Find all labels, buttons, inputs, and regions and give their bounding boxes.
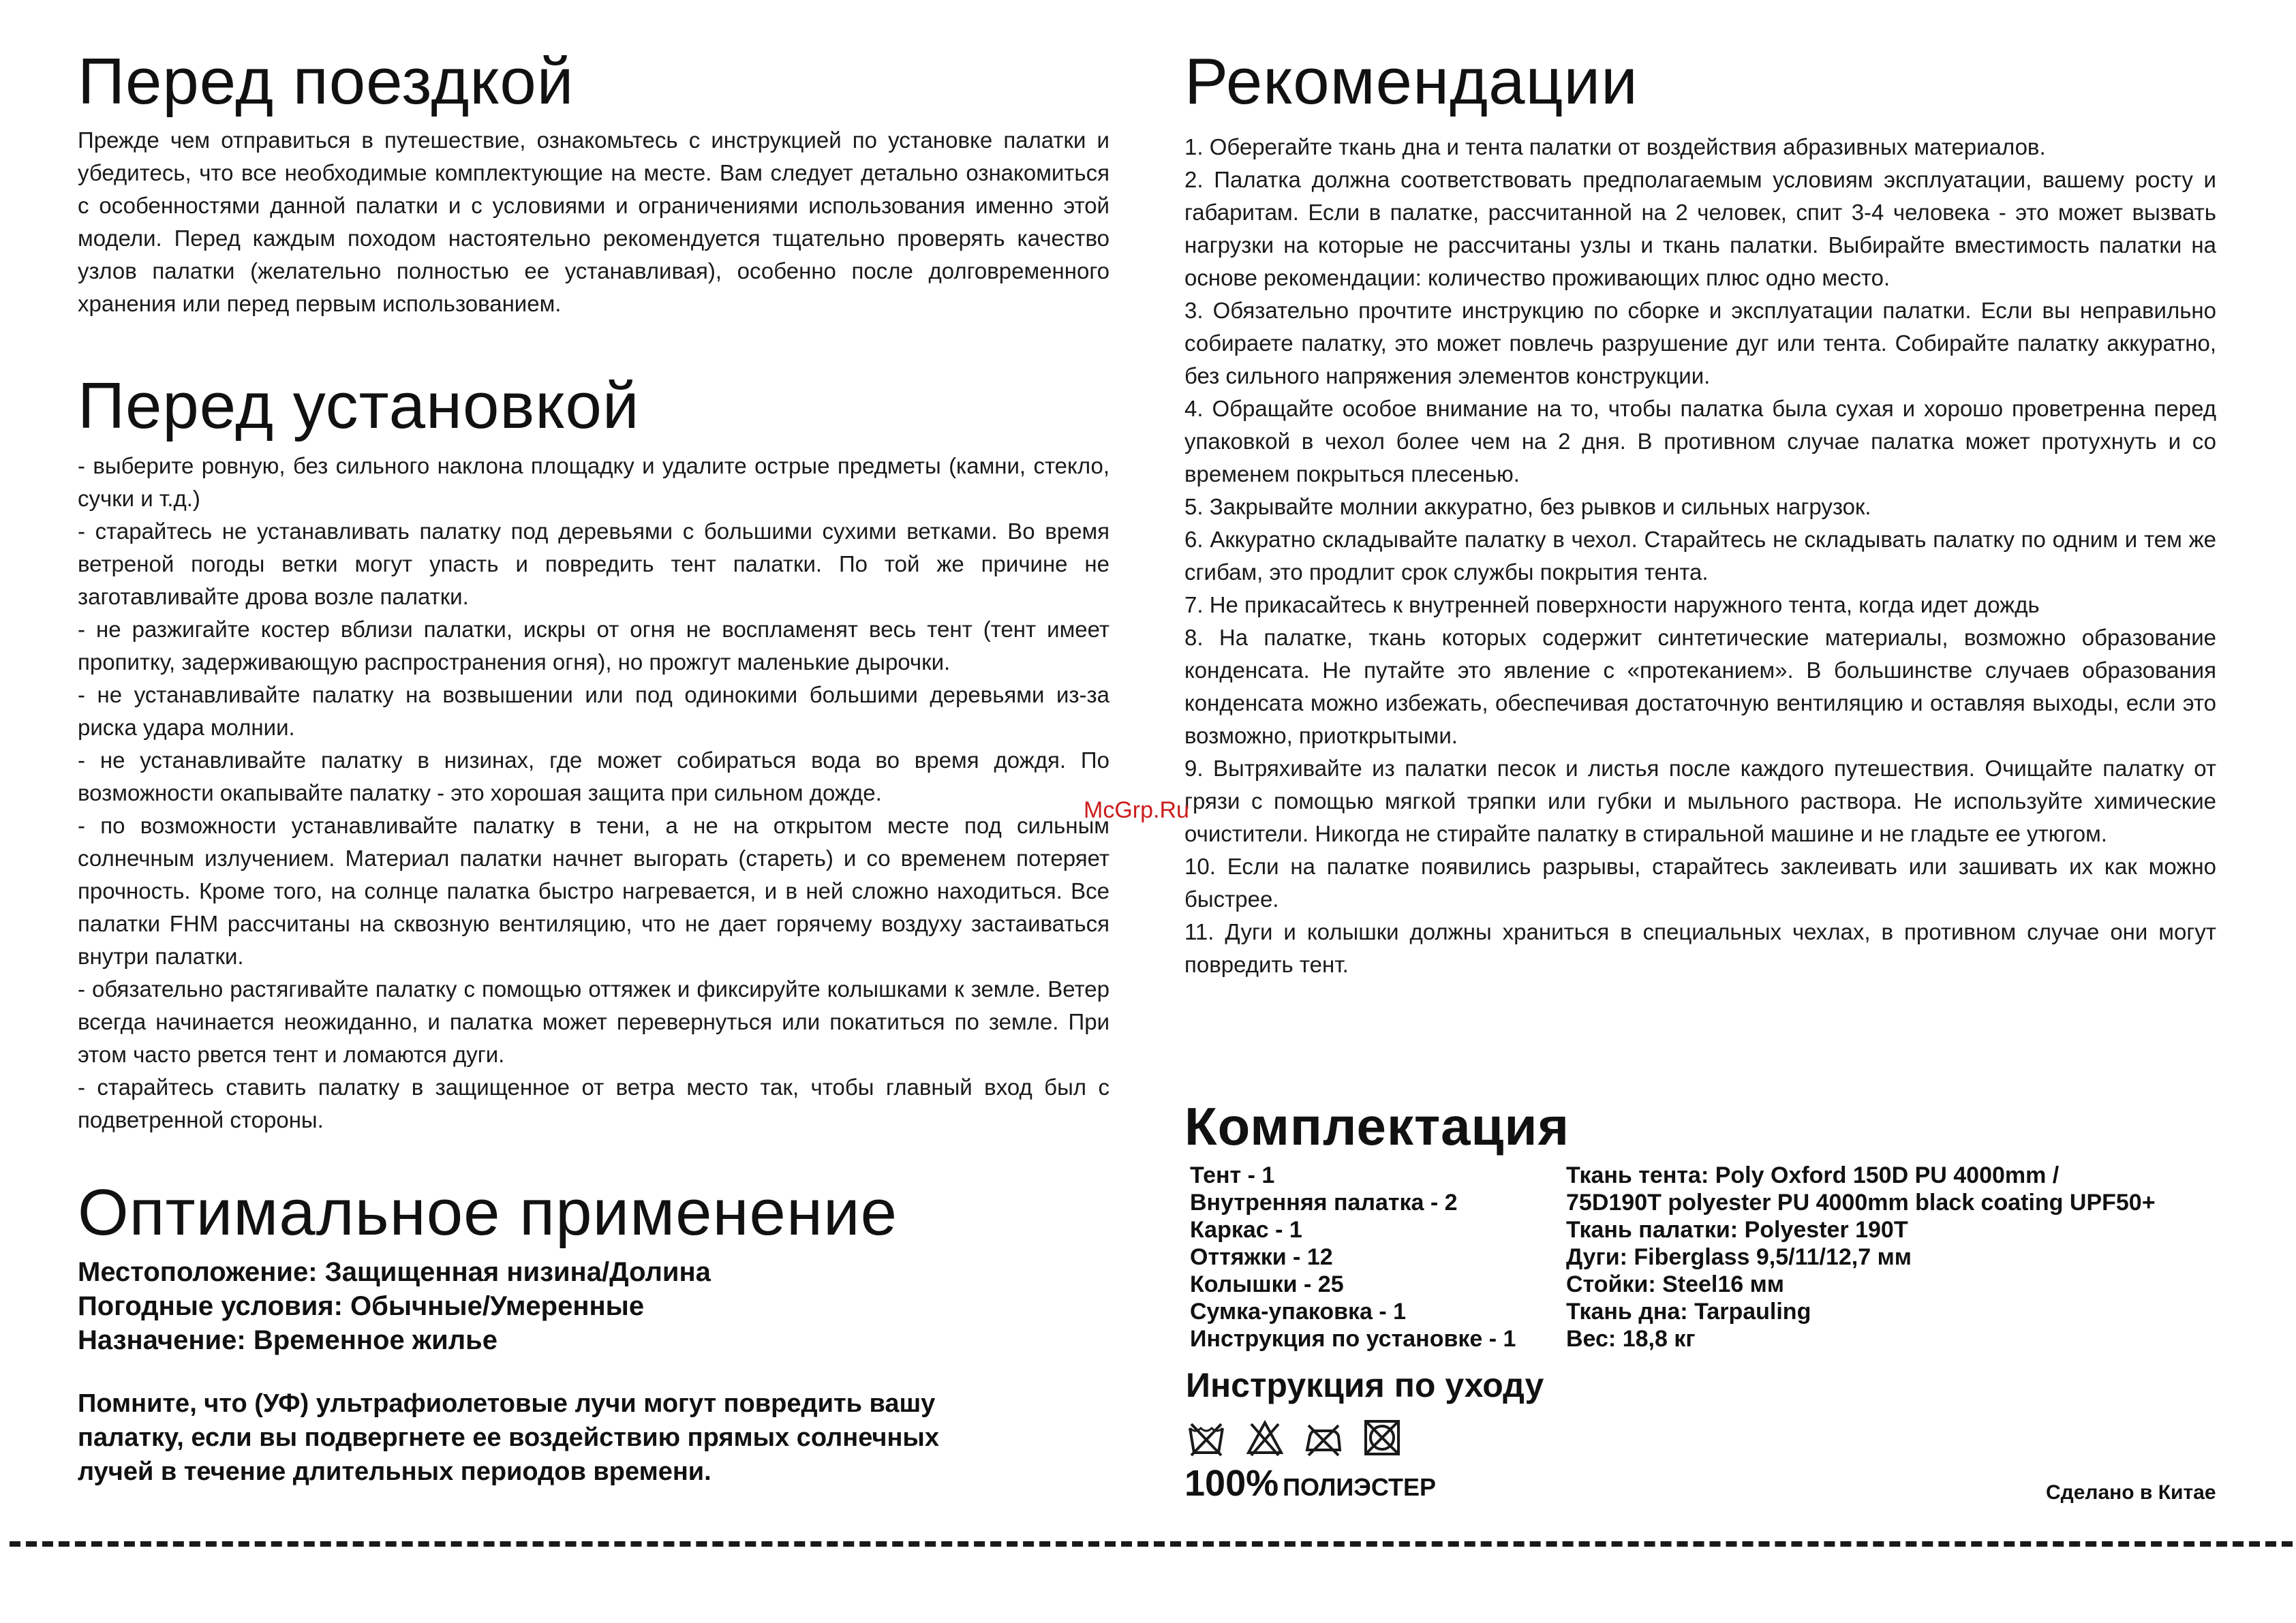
watermark: McGrp.Ru <box>1084 797 1189 823</box>
kit-item: Внутренняя палатка - 2 <box>1190 1190 1458 1216</box>
optimal-use-lines <box>78 1255 711 1357</box>
recommendation-item: 9. Вытряхивайте из палатки песок и листья после каждого путешествия. Очищайте палатку от грязи с помощью мягкой тряпки или губки и мыльного раствора. Не используйте химические очистители. Никогда не стирайте палатку в стиральной машине и не гладьте ее утюгом. <box>1184 756 2216 846</box>
weather-line: Погодные условия: Обычные/Умеренные <box>78 1291 645 1321</box>
recommendation-item: 6. Аккуратно складывайте палатку в чехол. Старайтесь не складывать палатку по одним и тем же сгибам, это продлит срок службы покрытия тента. <box>1184 527 2216 585</box>
recommendation-item: 4. Обращайте особое внимание на то, чтобы палатка была сухая и хорошо проветренна перед упаковкой в чехол более чем на 2 дня. В противном случае палатка может протухнуть и со временем покрыться плесенью. <box>1184 396 2216 486</box>
care-heading: Инструкция по уходу <box>1186 1366 1544 1404</box>
spec-item: Вес: 18,8 кг <box>1566 1326 1696 1352</box>
setup-item: - не разжигайте костер вблизи палатки, искры от огня не воспламенят весь тент (тент имеет пропитку, задерживающую распространения огня), но прожгут маленькие дырочки. <box>78 617 1109 675</box>
recommendations-heading: Рекомендации <box>1184 45 1638 118</box>
spec-item: Ткань палатки: Polyester 190T <box>1566 1217 1908 1243</box>
material-label <box>1184 1462 1436 1504</box>
kit-heading: Комплектация <box>1184 1096 1570 1156</box>
cut-line <box>10 1541 2293 1547</box>
spec-item: Ткань тента: Poly Oxford 150D PU 4000mm / <box>1566 1162 2060 1188</box>
optimal-use-heading: Оптимальное применение <box>78 1176 898 1249</box>
recommendation-item: 2. Палатка должна соответствовать предполагаемым условиям эксплуатации, вашему росту и габаритам. Если в палатке, рассчитанной на 2 человек, спит 3-4 человека - это может вызвать нагрузки на которые не рассчитаны узлы и ткань палатки. Выбирайте вместимость палатки на основе рекомендации: количество проживающих плюс одно место. <box>1184 167 2216 290</box>
kit-item: Оттяжки - 12 <box>1190 1244 1333 1270</box>
kit-item: Колышки - 25 <box>1190 1271 1344 1297</box>
do-not-bleach-icon <box>1246 1419 1284 1457</box>
spec-item: Дуги: Fiberglass 9,5/11/12,7 мм <box>1566 1244 1912 1270</box>
spec-item: 75D190T polyester PU 4000mm black coating UPF50+ <box>1566 1190 2156 1216</box>
kit-specs <box>1566 1162 2156 1352</box>
before-trip-paragraph: Прежде чем отправиться в путешествие, ознакомьтесь с инструкцией по установке палатки и убедитесь, что все необходимые комплектующие на месте. Вам следует детально ознакомиться с особенностями данной палатки и с условиями и ограничениями использования именно этой модели. Перед каждым походом настоятельно рекомендуется тщательно проверять качество узлов палатки (желательно полностью ее устанавливая), особенно после долговременного хранения или перед первым использованием. <box>78 127 1109 316</box>
kit-item: Тент - 1 <box>1190 1162 1275 1188</box>
kit-contents <box>1190 1162 1516 1352</box>
recommendation-item: 3. Обязательно прочтите инструкцию по сборке и эксплуатации палатки. Если вы неправильно собираете палатку, это может повлечь разрушение дуг или тента. Собирайте палатку аккуратно, без сильного напряжения элементов конструкции. <box>1184 298 2216 388</box>
kit-item: Инструкция по установке - 1 <box>1190 1326 1516 1352</box>
setup-item: - старайтесь не устанавливать палатку под деревьями с большими сухими ветками. Во время ветреной погоды ветки могут упасть и повредить тент палатки. По той же причине не заготавливайте дрова возле палатки. <box>78 519 1109 609</box>
recommendation-item: 1. Оберегайте ткань дна и тента палатки от воздействия абразивных материалов. <box>1184 134 2046 159</box>
setup-item: - не устанавливайте палатку на возвышении или под одинокими большими деревьями из-за риска удара молнии. <box>78 682 1109 740</box>
spec-item: Ткань дна: Tarpauling <box>1566 1299 1811 1325</box>
before-setup-list <box>78 450 1109 1137</box>
before-trip-text <box>78 124 1109 320</box>
setup-item: - старайтесь ставить палатку в защищенное от ветра место так, чтобы главный вход был с подветренной стороны. <box>78 1075 1109 1132</box>
do-not-wash-icon <box>1187 1419 1225 1457</box>
before-trip-heading: Перед поездкой <box>78 45 575 118</box>
recommendation-item: 5. Закрывайте молнии аккуратно, без рывков и сильных нагрузок. <box>1184 494 1871 519</box>
kit-item: Сумка-упаковка - 1 <box>1190 1299 1407 1325</box>
before-setup-heading: Перед установкой <box>78 369 640 442</box>
purpose-line: Назначение: Временное жилье <box>78 1325 498 1355</box>
recommendation-item: 8. На палатке, ткань которых содержит синтетические материалы, возможно образование конденсата. Не путайте это явление с «протеканием». В большинстве случаев образования конденсата можно избежать, обеспечивая достаточную вентиляцию и оставляя выходы, если это возможно, приоткрытыми. <box>1184 625 2216 748</box>
recommendation-item: 11. Дуги и колышки должны храниться в специальных чехлах, в противном случае они могут повредить тент. <box>1184 919 2216 977</box>
recommendation-item: 10. Если на палатке появились разрывы, старайтесь заклеивать или зашивать их как можно быстрее. <box>1184 854 2216 912</box>
material-percent: 100% <box>1184 1463 1279 1504</box>
location-line: Местоположение: Защищенная низина/Долина <box>78 1257 711 1287</box>
setup-item: - по возможности устанавливайте палатку в тени, а не на открытом месте под сильным солнечным излучением. Материал палатки начнет выгорать (стареть) и со временем потеряет прочность. Кроме того, на солнце палатка быстро нагревается, и в ней сложно находиться. Все палатки FHM рассчитаны на сквозную вентиляцию, что не дает горячему воздуху застаиваться внутри палатки. <box>78 813 1109 969</box>
do-not-iron-icon <box>1304 1419 1343 1457</box>
setup-item: - выберите ровную, без сильного наклона площадку и удалите острые предметы (камни, стекло, сучки и т.д.) <box>78 453 1109 511</box>
material-name: ПОЛИЭСТЕР <box>1283 1473 1436 1501</box>
setup-item: - обязательно растягивайте палатку с помощью оттяжек и фиксируйте колышками к земле. Ветер всегда начинается неожиданно, и палатка может перевернуться или покатиться по земле. При этом часто рвется тент и ломаются дуги. <box>78 976 1109 1067</box>
uv-warning: Помните, что (УФ) ультрафиолетовые лучи могут повредить вашу палатку, если вы подвергнете ее воздействию прямых солнечных лучей в течение длительных периодов времени. <box>78 1389 940 1486</box>
made-in-label: Сделано в Китае <box>2046 1481 2216 1504</box>
kit-item: Каркас - 1 <box>1190 1217 1302 1243</box>
spec-item: Стойки: Steel16 мм <box>1566 1271 1784 1297</box>
setup-item: - не устанавливайте палатку в низинах, где может собираться вода во время дождя. По возможности окапывайте палатку - это хорошая защита при сильном дожде. <box>78 747 1109 805</box>
do-not-tumble-dry-icon <box>1363 1419 1401 1457</box>
care-icons <box>1187 1419 1401 1457</box>
recommendation-item: 7. Не прикасайтесь к внутренней поверхности наружного тента, когда идет дождь <box>1184 592 2040 617</box>
recommendations-list <box>1184 131 2216 981</box>
